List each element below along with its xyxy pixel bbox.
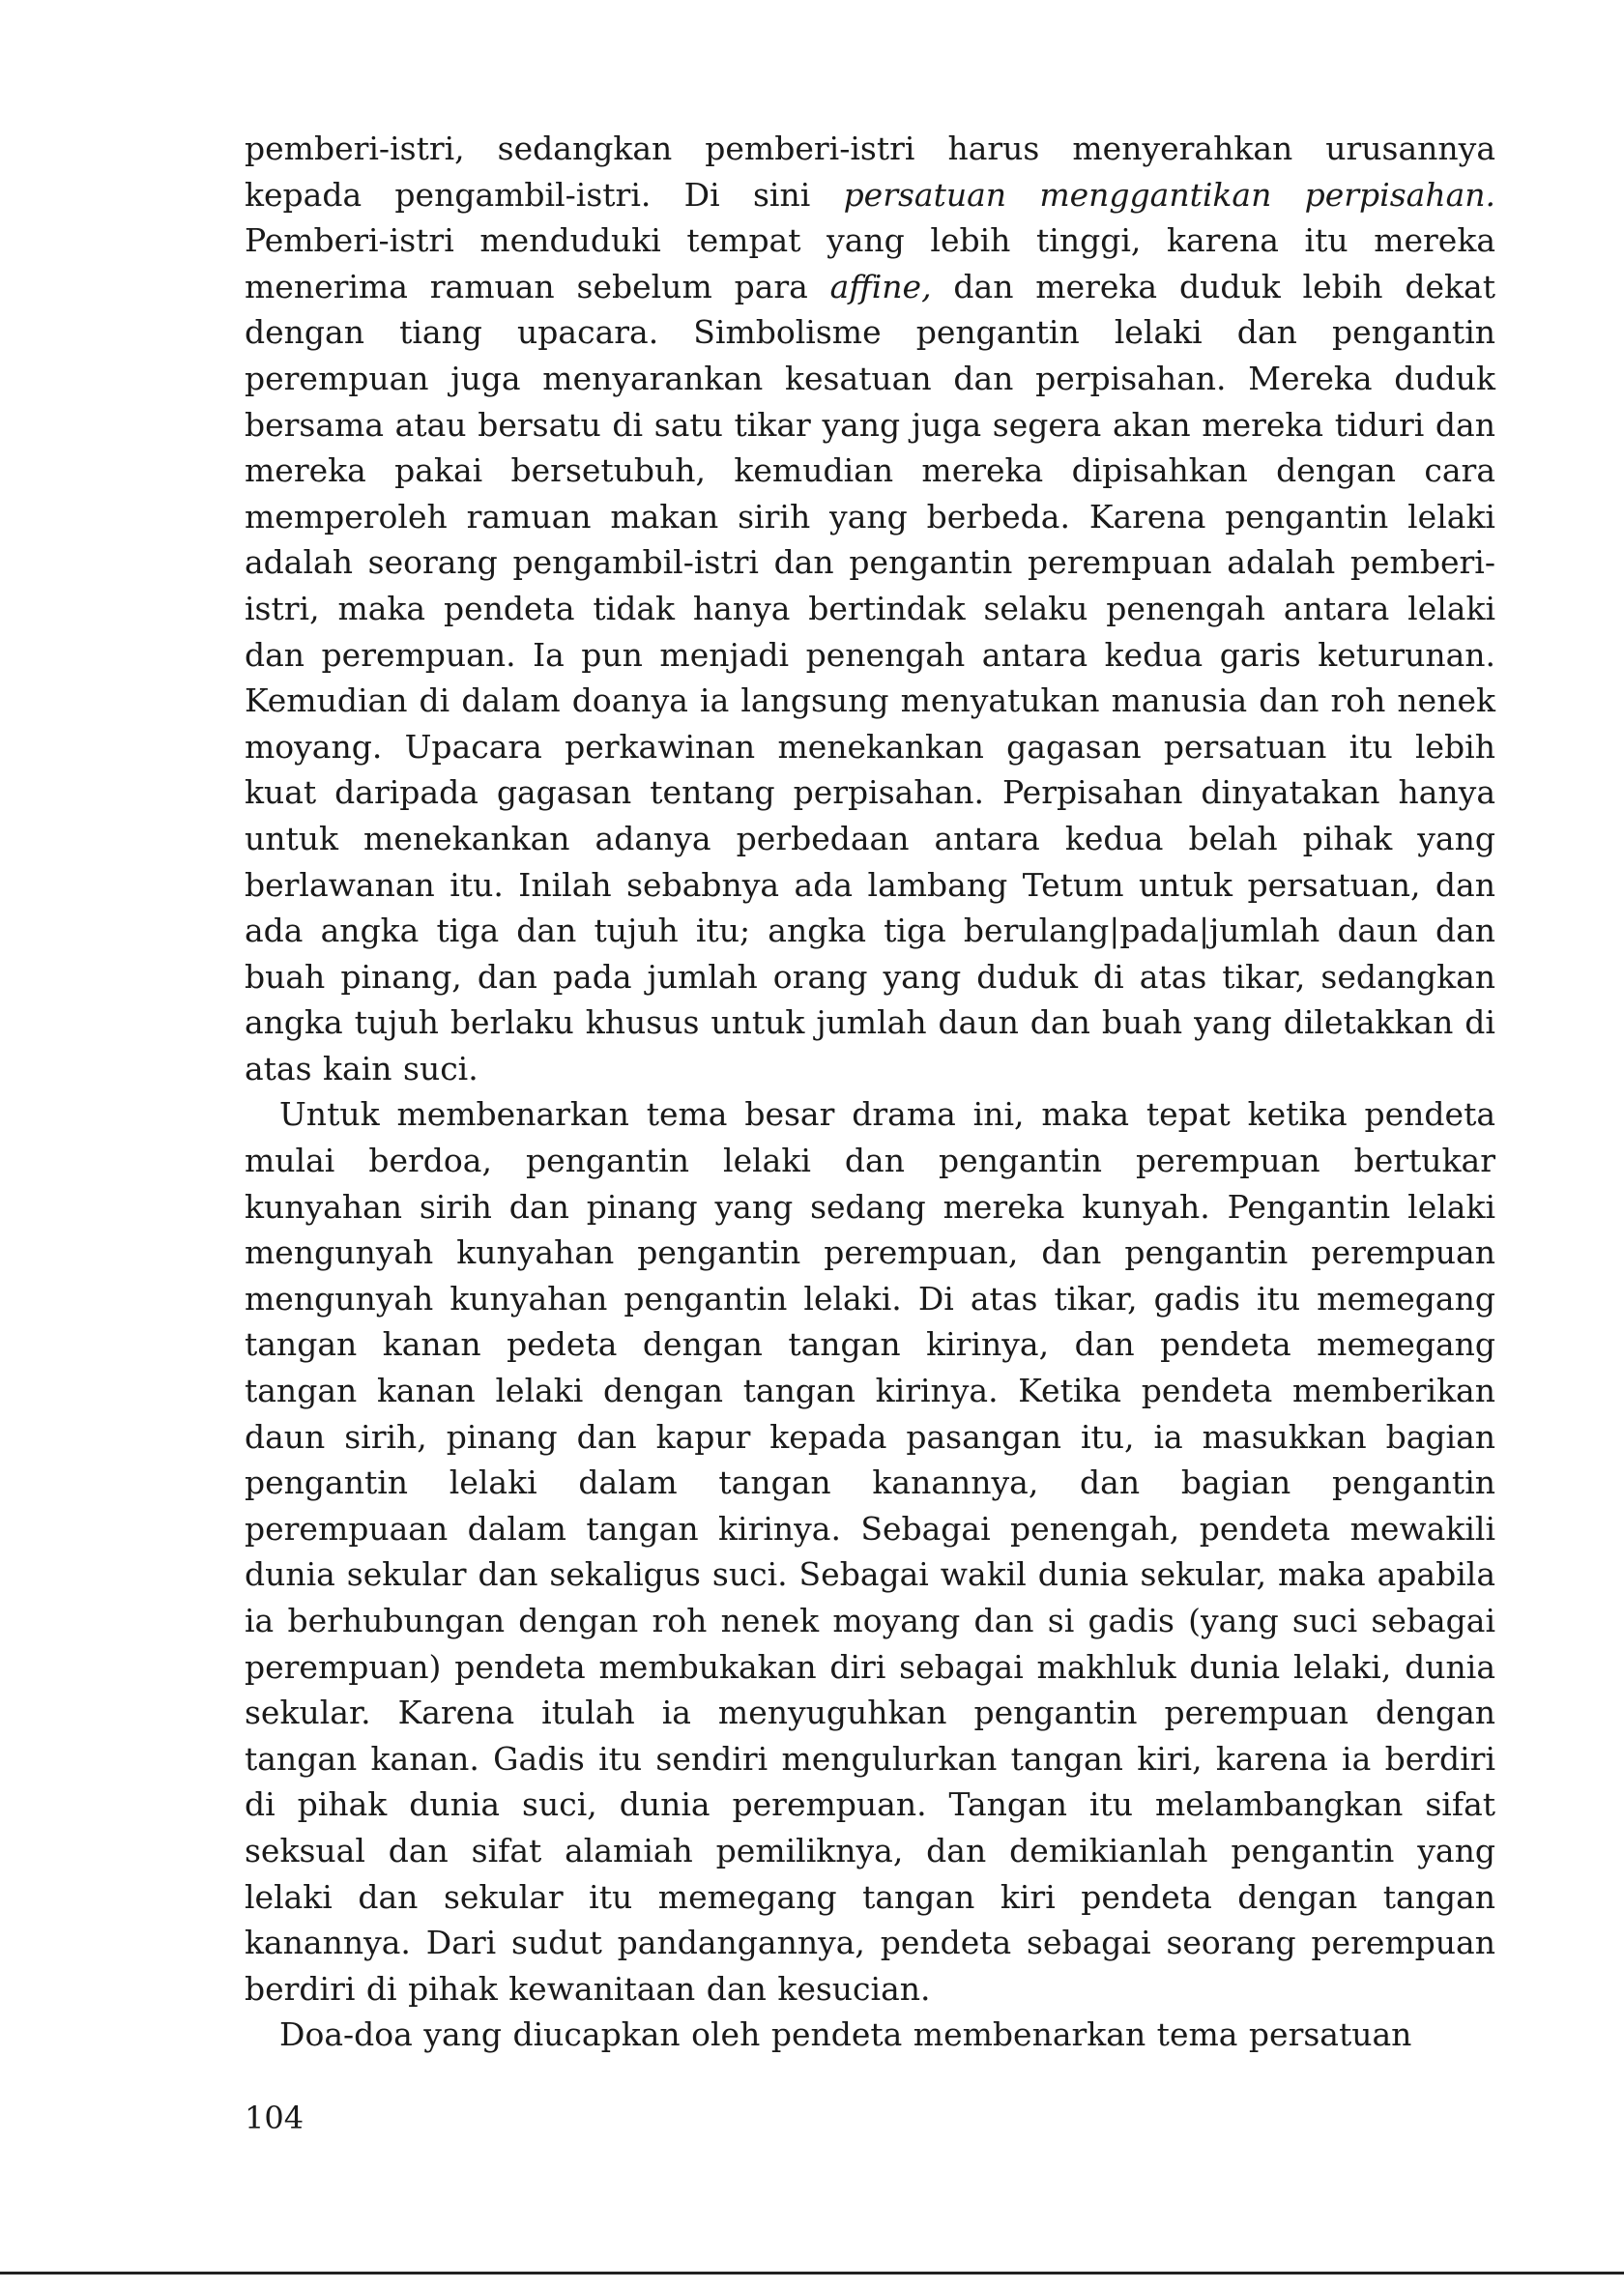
paragraph-3 [245, 2012, 1495, 2058]
text-segment: Untuk membenarkan tema besar drama ini, maka tepat ketika pendeta mulai berdoa, pengantin lelaki dan pengantin perempuan bertukar kunyahan sirih dan pinang yang sedang mereka kunyah. Pengantin lelaki mengunyah kunyahan pengantin perempuan, dan pengantin perempuan mengunyah kunyahan pengantin lelaki. Di atas tikar, gadis itu memegang tangan kanan pedeta dengan tangan kirinya, dan pendeta memegang tangan kanan lelaki dengan tangan kirinya. Ketika pendeta memberikan daun sirih, pinang dan kapur kepada pasangan itu, ia masukkan bagian pengantin lelaki dalam tangan kanannya, dan bagian pengantin perempuaan dalam tangan kirinya. Sebagai penengah, pendeta mewakili dunia sekular dan sekaligus suci. Sebagai wakil dunia sekular, maka apabila ia berhubungan dengan roh nenek moyang dan si gadis (yang suci sebagai perempuan) pendeta membukakan diri sebagai makhluk dunia lelaki, dunia sekular. Karena itulah ia menyuguhkan pengantin perempuan dengan tangan kanan. Gadis itu sendiri mengulurkan tangan kiri, karena ia berdiri di pihak dunia suci, dunia perempuan. Tangan itu melambangkan sifat seksual dan sifat alamiah pemiliknya, dan demikianlah pengantin yang lelaki dan sekular itu memegang tangan kiri pendeta dengan tangan kanannya. Dari sudut pandangannya, pendeta sebagai seorang perempuan berdiri di pihak kewanitaan dan kesucian. [245, 1095, 1495, 2008]
italic-term: affine, [829, 267, 932, 305]
paragraph-2 [245, 1091, 1495, 2012]
page-number: 104 [245, 2100, 304, 2136]
text-segment: Pemberi-istri menduduki tempat yang lebih tinggi, karena itu mereka menerima ramuan sebelum para [245, 221, 1495, 305]
body-text [245, 126, 1495, 2058]
italic-phrase: persatuan menggantikan perpisahan. [843, 175, 1496, 214]
bottom-edge-line [0, 2272, 1624, 2275]
text-segment: Doa-doa yang diucapkan oleh pendeta membenarkan tema persatuan [279, 2015, 1412, 2054]
paragraph-1 [245, 126, 1495, 1091]
text-segment: dan mereka duduk lebih dekat dengan tiang upacara. Simbolisme pengantin lelaki dan pengantin perempuan juga menyarankan kesatuan dan perpisahan. Mereka duduk bersama atau bersatu di satu tikar yang juga segera akan mereka tiduri dan mereka pakai bersetubuh, kemudian mereka dipisahkan dengan cara memperoleh ramuan makan sirih yang berbeda. Karena pengantin lelaki adalah seorang pengambil-istri dan pengantin perempuan adalah pemberi-istri, maka pendeta tidak hanya bertindak selaku penengah antara lelaki dan perempuan. Ia pun menjadi penengah antara kedua garis keturunan. Kemudian di dalam doanya ia langsung menyatukan manusia dan roh nenek moyang. Upacara perkawinan menekankan gagasan persatuan itu lebih kuat daripada gagasan tentang perpisahan. Perpisahan dinyatakan hanya untuk menekankan adanya perbedaan antara kedua belah pihak yang berlawanan itu. Inilah sebabnya ada lambang Tetum untuk persatuan, dan ada angka tiga dan tujuh itu; angka tiga berulang|pada|jumlah daun dan buah pinang, dan pada jumlah orang yang duduk di atas tikar, sedangkan angka tujuh berlaku khusus untuk jumlah daun dan buah yang diletakkan di atas kain suci. [245, 267, 1495, 1087]
text-segment: pemberi-istri, sedangkan pemberi-istri harus menyerahkan urusannya kepada pengambil-istri. Di sini [245, 130, 1495, 214]
